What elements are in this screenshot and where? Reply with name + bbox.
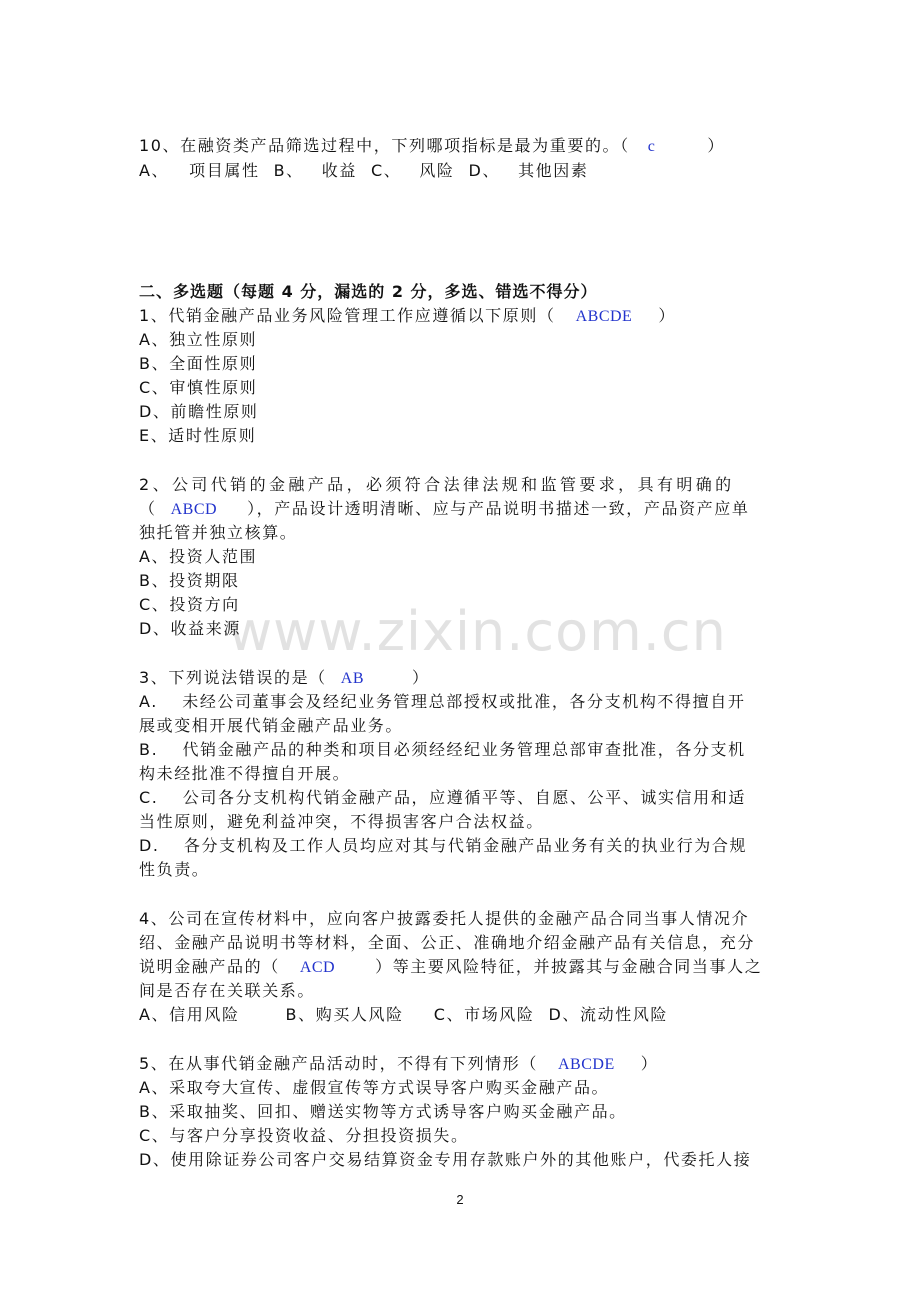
option-a-text: 项目属性: [189, 161, 260, 180]
mq3-stem: [139, 666, 799, 691]
mq1-option: C、审慎性原则: [139, 378, 258, 397]
mq4-line-4: 间是否存在关联关系。: [139, 981, 316, 1000]
mq4-options: [139, 1003, 799, 1027]
mq3-line: C. 公司各分支机构代销金融产品，应遵循平等、自愿、公平、诚实信用和适: [139, 788, 746, 807]
mq5-line: A、采取夸大宣传、虚假宣传等方式误导客户购买金融产品。: [139, 1078, 610, 1097]
mq2-option: A、投资人范围: [139, 547, 258, 566]
question-10-answer: c: [647, 138, 656, 155]
mq4-line-2: 绍、金融产品说明书等材料，全面、公正、准确地介绍金融产品有关信息，充分: [139, 933, 756, 952]
mq4-option-c: C、市场风险: [433, 1005, 535, 1024]
mq3-line: 性负责。: [139, 860, 210, 879]
mq3-line: A. 未经公司董事会及经纪业务管理总部授权或批准，各分支机构不得擅自开: [139, 692, 746, 711]
mq4-line-3-text: ）等主要风险特征，并披露其与金融合同当事人之: [375, 957, 763, 976]
mq3-answer: AB: [340, 670, 365, 687]
mq3-text: 3、下列说法错误的是（: [139, 668, 327, 687]
mq2-option: D、收益来源: [139, 619, 241, 638]
mq4-option-d: D、流动性风险: [548, 1005, 669, 1024]
mq4-option-a: A、信用风险: [139, 1005, 240, 1024]
option-b-text: 收益: [321, 161, 357, 180]
option-b-label: B、: [273, 161, 304, 180]
mq1-option: A、独立性原则: [139, 330, 258, 349]
mq3-close: ）: [412, 668, 430, 687]
question-10-close: ）: [707, 136, 725, 155]
mq5-text: 5、在从事代销金融产品活动时，不得有下列情形（: [139, 1054, 538, 1073]
mq2-line-3: 独托管并独立核算。: [139, 523, 298, 542]
mq1-answer: ABCDE: [575, 308, 633, 325]
mq1-option: B、全面性原则: [139, 354, 258, 373]
mq2-line-1: 2、公司代销的金融产品，必须符合法律法规和监管要求，具有明确的: [139, 475, 735, 494]
mq4-line-3: [139, 955, 799, 980]
mq5-line: C、与客户分享投资收益、分担投资损失。: [139, 1126, 469, 1145]
option-d-text: 其他因素: [518, 161, 589, 180]
question-10-options: [139, 159, 799, 183]
question-10-text: 10、在融资类产品筛选过程中，下列哪项指标是最为重要的。（: [139, 136, 630, 155]
mq1-close: ）: [658, 306, 676, 325]
mq5-close: ）: [640, 1054, 659, 1073]
mq4-line-1: 4、公司在宣传材料中，应向客户披露委托人提供的金融产品合同当事人情况介: [139, 909, 750, 928]
mq5-answer: ABCDE: [557, 1056, 615, 1073]
mq5-stem: [139, 1052, 799, 1077]
mq2-option: B、投资期限: [139, 571, 240, 590]
section-2-heading: 二、多选题（每题 4 分，漏选的 2 分，多选、错选不得分）: [139, 282, 598, 301]
mq1-option: D、前瞻性原则: [139, 402, 259, 421]
mq3-line: D. 各分支机构及工作人员均应对其与代销金融产品业务有关的执业行为合规: [139, 836, 748, 855]
mq1-text: 1、代销金融产品业务风险管理工作应遵循以下原则（: [139, 306, 556, 325]
mq3-line: 构未经批准不得擅自开展。: [139, 764, 351, 783]
question-10-stem: [139, 134, 799, 159]
mq3-line: 当性原则，避免利益冲突，不得损害客户合法权益。: [139, 812, 544, 831]
option-c-label: C、: [370, 161, 402, 180]
mq4-option-b: B、购买人风险: [285, 1005, 404, 1024]
page-number: 2: [456, 1192, 464, 1207]
mq3-line: B. 代销金融产品的种类和项目必须经经纪业务管理总部审查批准，各分支机: [139, 740, 746, 759]
mq3-line: 展或变相开展代销金融产品业务。: [139, 716, 404, 735]
mq2-line-2: [139, 497, 799, 522]
mq5-line: B、采取抽奖、回扣、赠送实物等方式诱导客户购买金融产品。: [139, 1102, 627, 1121]
mq1-option: E、适时性原则: [139, 426, 257, 445]
mq2-option: C、投资方向: [139, 595, 240, 614]
watermark: www.zixin.com.cn: [228, 600, 727, 663]
mq5-line: D、使用除证券公司客户交易结算资金专用存款账户外的其他账户，代委托人接: [139, 1150, 752, 1169]
mq2-line-2-text: ），产品设计透明清晰、应与产品说明书描述一致，产品资产应单: [247, 499, 750, 518]
option-c-text: 风险: [419, 161, 455, 180]
mq4-text: 说明金融产品的（: [139, 957, 280, 976]
option-d-label: D、: [468, 161, 501, 180]
mq2-answer: ABCD: [170, 501, 218, 518]
mq1-stem: [139, 304, 799, 329]
option-a-label: A、: [139, 161, 170, 180]
mq2-open: （: [139, 499, 157, 518]
mq4-answer: ACD: [299, 959, 336, 976]
